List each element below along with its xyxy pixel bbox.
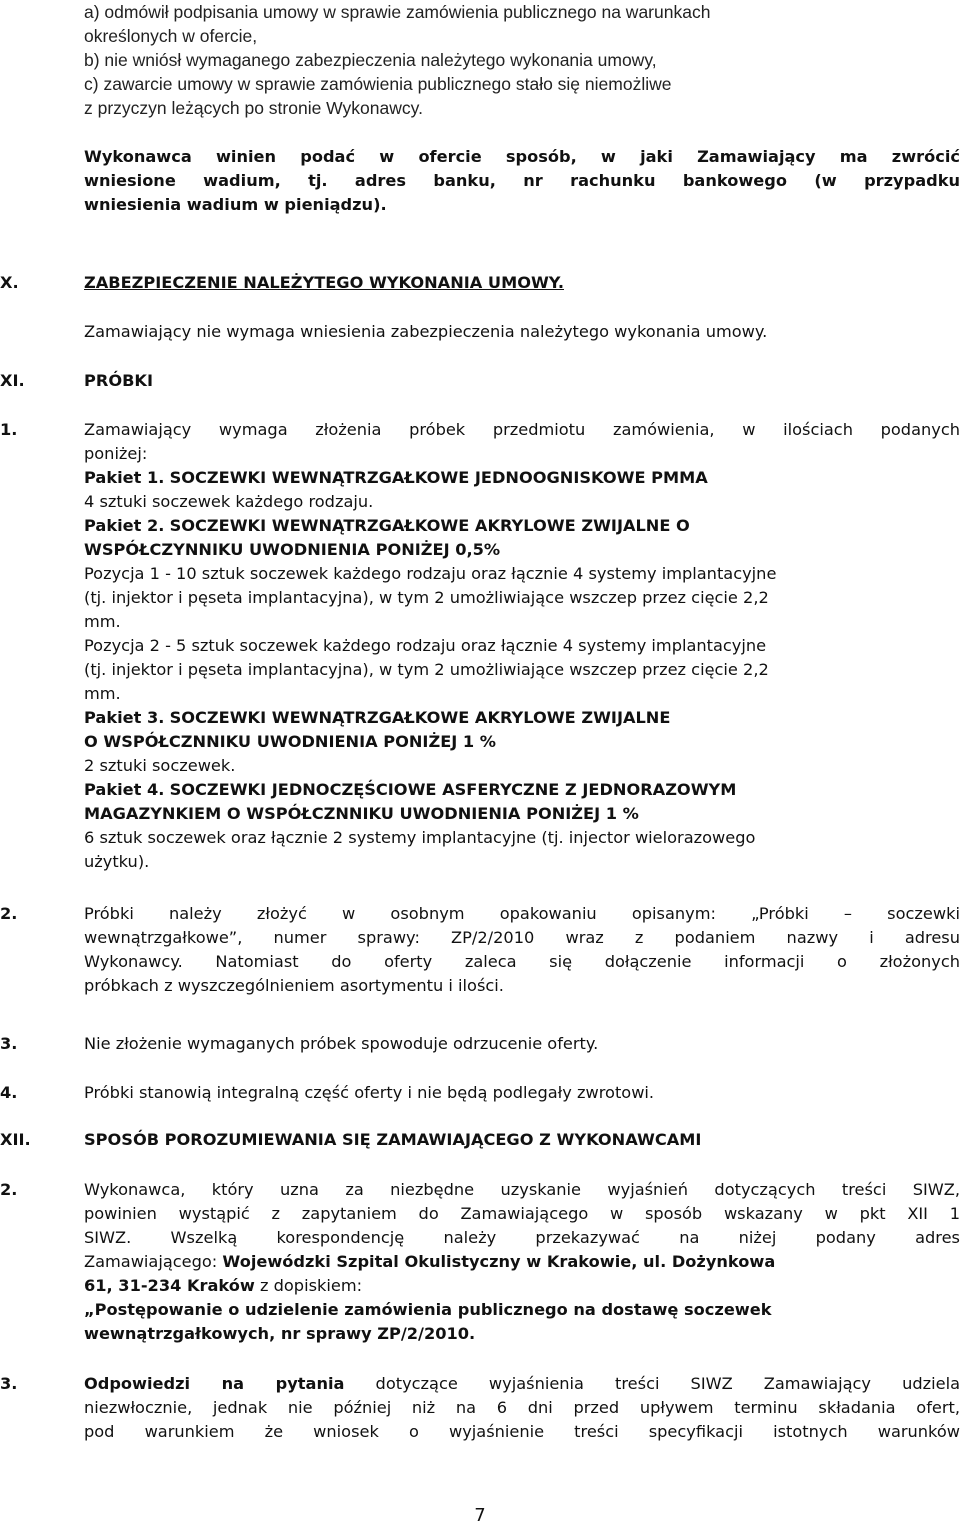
pakiet-title: SOCZEWKI WEWNĄTRZGAŁKOWE JEDNOOGNISKOWE PMMA — [169, 468, 708, 487]
section-x-text: Zamawiający nie wymaga wniesienia zabezpieczenia należytego wykonania umowy. — [84, 322, 768, 341]
paragraph-line: niezwłocznie, jednak nie później niż na 6 dni przed upływem terminu składania ofert, — [84, 1398, 960, 1417]
paragraph-line: Wykonawcy. Natomiast do oferty zaleca się dołączenie informacji o złożonych — [84, 952, 960, 971]
item-number: 4. — [0, 1083, 18, 1102]
section-title-x: ZABEZPIECZENIE NALEŻYTEGO WYKONANIA UMOWY. — [84, 273, 564, 292]
pakiet-4-heading — [84, 778, 960, 802]
quote-line: wewnątrzgałkowych, nr sprawy ZP/2/2010. — [84, 1324, 476, 1343]
item-number: 2. — [0, 1180, 18, 1199]
paragraph-line: wewnątrzgałkowe”, numer sprawy: ZP/2/2010 wraz z podaniem nazwy i adresu — [84, 928, 960, 947]
samples-item-3: Nie złożenie wymaganych próbek spowoduje odrzucenie oferty. — [84, 1034, 599, 1053]
address-line — [84, 1274, 960, 1298]
samples-item-1 — [84, 418, 960, 874]
pakiet-text: 2 sztuki soczewek. — [84, 756, 236, 775]
pakiet-label: Pakiet 2. — [84, 516, 165, 535]
paragraph-line: Zamawiający wymaga złożenia próbek przedmiotu zamówienia, w ilościach podanych — [84, 420, 960, 439]
paragraph-line: Wykonawca winien podać w ofercie sposób, w jaki Zamawiający ma zwrócić — [84, 147, 960, 166]
list-item: c) zawarcie umowy w sprawie zamówienia publicznego stało się niemożliwe — [84, 74, 672, 94]
section-title-xii: SPOSÓB POROZUMIEWANIA SIĘ ZAMAWIAJĄCEGO Z WYKONAWCAMI — [84, 1130, 702, 1149]
paragraph-line: wniesienia wadium w pieniądzu). — [84, 195, 387, 214]
paragraph-line: Próbki należy złożyć w osobnym opakowaniu opisanym: „Próbki – soczewki — [84, 904, 960, 923]
paragraph-line: próbkach z wyszczególnieniem asortymentu i ilości. — [84, 976, 504, 995]
section-number-xi: XI. — [0, 371, 25, 390]
paragraph-line: poniżej: — [84, 444, 148, 463]
pakiet-title: O WSPÓŁCZNNIKU UWODNIENIA PONIŻEJ 1 % — [84, 732, 497, 751]
address-line — [84, 1250, 960, 1274]
paragraph-line: SIWZ. Wszelką korespondencję należy przekazywać na niżej podany adres — [84, 1228, 960, 1247]
item-number: 1. — [0, 420, 18, 439]
answers-heading: Odpowiedzi na pytania — [84, 1374, 345, 1393]
pakiet-title: SOCZEWKI WEWNĄTRZGAŁKOWE AKRYLOWE ZWIJALNE — [169, 708, 671, 727]
wadium-paragraph — [84, 145, 960, 217]
quote-line: „Postępowanie o udzielenie zamówienia publicznego na dostawę soczewek — [84, 1300, 772, 1319]
paragraph-line: powinien wystąpić z zapytaniem do Zamawiającego w sposób wskazany w pkt XII 1 — [84, 1204, 960, 1223]
samples-item-2 — [84, 902, 960, 998]
pakiet-label: Pakiet 3. — [84, 708, 165, 727]
paragraph-line — [84, 1372, 960, 1396]
hospital-postal: 61, 31-234 Kraków — [84, 1276, 255, 1295]
pakiet-text: użytku). — [84, 852, 150, 871]
rejection-conditions-list — [84, 0, 954, 120]
list-item: określonych w ofercie, — [84, 26, 258, 46]
pakiet-3-heading — [84, 706, 960, 730]
pakiet-title: SOCZEWKI WEWNĄTRZGAŁKOWE AKRYLOWE ZWIJALNE O — [169, 516, 690, 535]
pakiet-1-heading — [84, 466, 960, 490]
item-number: 3. — [0, 1374, 18, 1393]
answers-text: dotyczące wyjaśnienia treści SIWZ Zamawiający udziela — [344, 1374, 960, 1393]
pakiet-text: (tj. injektor i pęseta implantacyjna), w tym 2 umożliwiające wszczep przez cięcie 2,2 — [84, 588, 769, 607]
address-suffix: z dopiskiem: — [254, 1276, 363, 1295]
communication-item-2 — [84, 1178, 960, 1346]
pakiet-title: SOCZEWKI JEDNOCZĘŚCIOWE ASFERYCZNE Z JEDNORAZOWYM — [169, 780, 737, 799]
paragraph-line: wniesione wadium, tj. adres banku, nr rachunku bankowego (w przypadku — [84, 171, 960, 190]
pakiet-label: Pakiet 4. — [84, 780, 165, 799]
hospital-address: Wojewódzki Szpital Okulistyczny w Krakowie, ul. Dożynkowa — [222, 1252, 776, 1271]
pakiet-title: WSPÓŁCZYNNIKU UWODNIENIA PONIŻEJ 0,5% — [84, 540, 501, 559]
pakiet-text: mm. — [84, 684, 121, 703]
pakiet-text: 6 sztuk soczewek oraz łącznie 2 systemy implantacyjne (tj. injector wielorazowego — [84, 828, 756, 847]
page-number: 7 — [474, 1505, 486, 1526]
pakiet-text: (tj. injektor i pęseta implantacyjna), w tym 2 umożliwiające wszczep przez cięcie 2,2 — [84, 660, 769, 679]
paragraph-line: pod warunkiem że wniosek o wyjaśnienie treści specyfikacji istotnych warunków — [84, 1422, 960, 1441]
section-number-x: X. — [0, 273, 19, 292]
paragraph-line: Wykonawca, który uzna za niezbędne uzyskanie wyjaśnień dotyczących treści SIWZ, — [84, 1180, 960, 1199]
pakiet-2-heading — [84, 514, 960, 538]
list-item: a) odmówił podpisania umowy w sprawie zamówienia publicznego na warunkach — [84, 2, 711, 22]
pakiet-label: Pakiet 1. — [84, 468, 165, 487]
communication-item-3 — [84, 1372, 960, 1444]
pakiet-title: MAGAZYNKIEM O WSPÓŁCZNNIKU UWODNIENIA PONIŻEJ 1 % — [84, 804, 639, 823]
list-item: z przyczyn leżących po stronie Wykonawcy. — [84, 98, 423, 118]
section-number-xii: XII. — [0, 1130, 31, 1149]
samples-item-4: Próbki stanowią integralną część oferty i nie będą podlegały zwrotowi. — [84, 1083, 655, 1102]
section-title-xi: PRÓBKI — [84, 371, 153, 390]
item-number: 3. — [0, 1034, 18, 1053]
pakiet-text: Pozycja 2 - 5 sztuk soczewek każdego rodzaju oraz łącznie 4 systemy implantacyjne — [84, 636, 767, 655]
list-item: b) nie wniósł wymaganego zabezpieczenia należytego wykonania umowy, — [84, 50, 657, 70]
pakiet-text: 4 sztuki soczewek każdego rodzaju. — [84, 492, 374, 511]
address-prefix: Zamawiającego: — [84, 1252, 223, 1271]
pakiet-text: mm. — [84, 612, 121, 631]
pakiet-text: Pozycja 1 - 10 sztuk soczewek każdego rodzaju oraz łącznie 4 systemy implantacyjne — [84, 564, 777, 583]
item-number: 2. — [0, 904, 18, 923]
